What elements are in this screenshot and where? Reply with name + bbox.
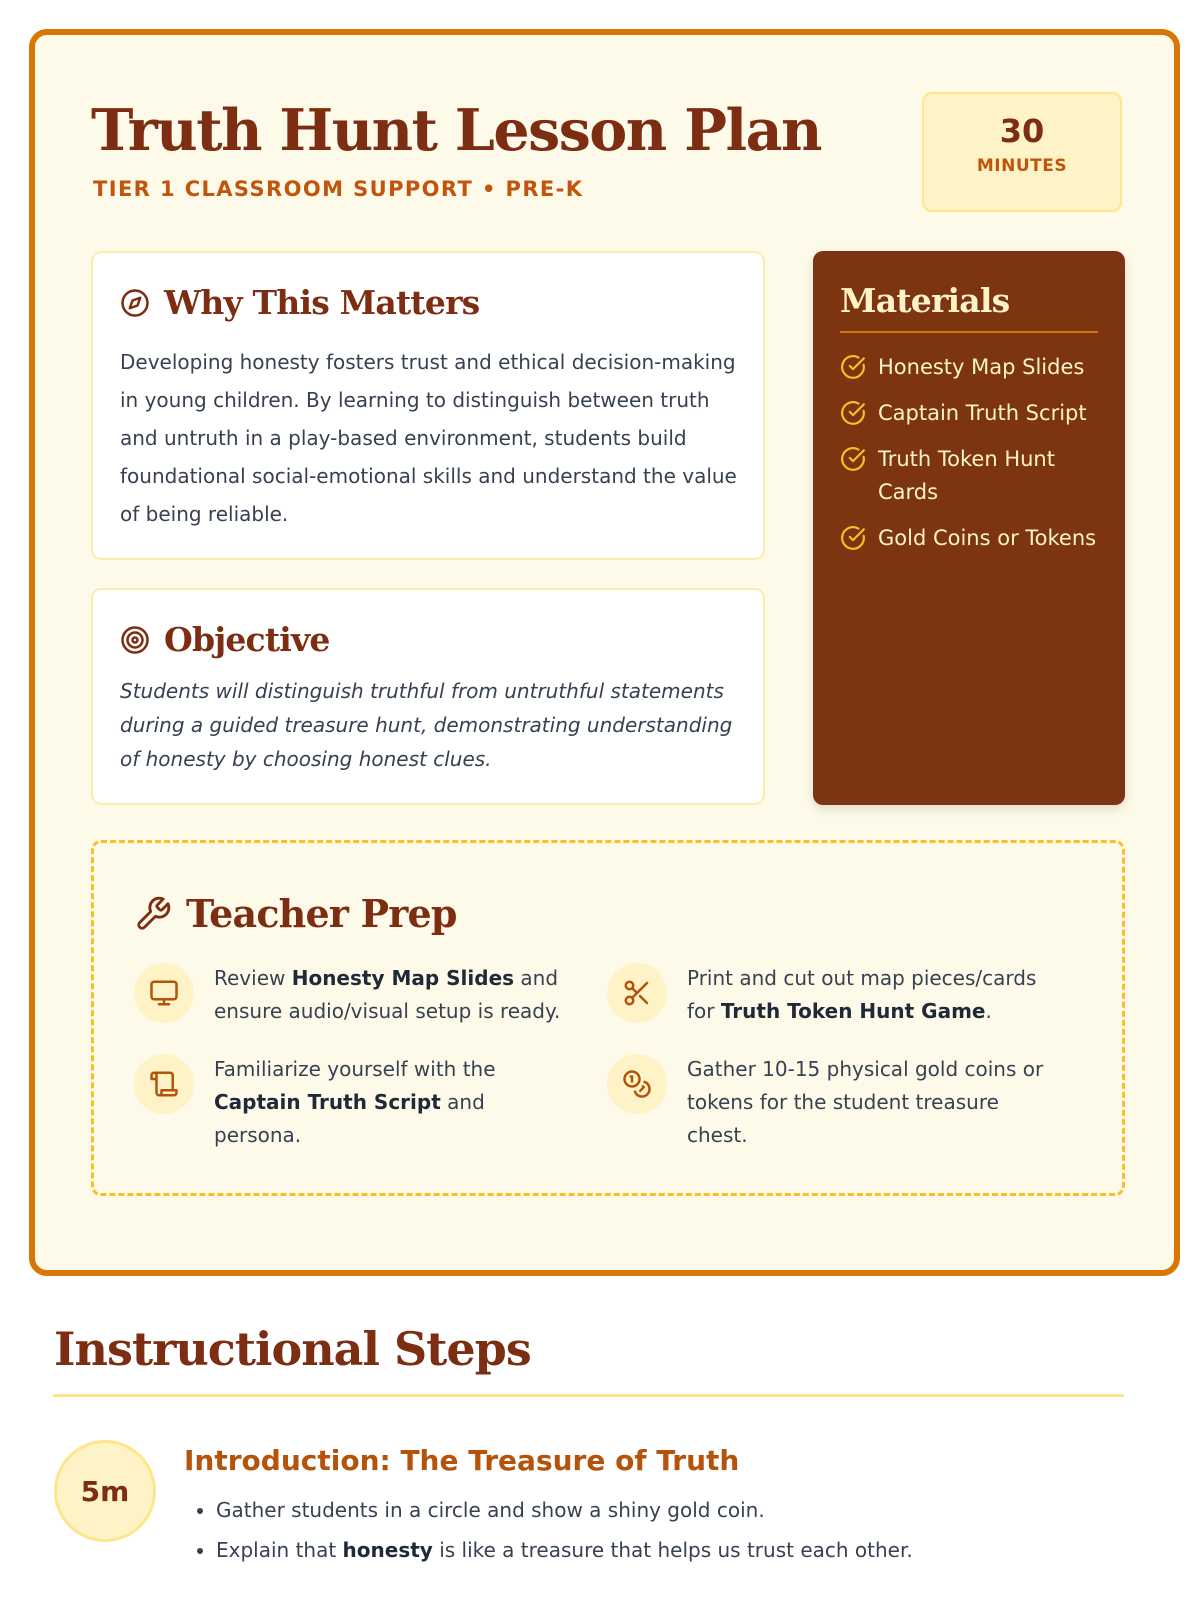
materials-list — [840, 351, 1110, 568]
check-circle-icon — [840, 354, 866, 380]
monitor-icon — [149, 978, 179, 1008]
why-text: Developing honesty fosters trust and ethical decision-making in young children. By learning to distinguish between truth and untruth in a play-based environment, students build foundational social-emotional skills and understand the value of being reliable. — [120, 350, 737, 526]
page-subtitle: TIER 1 CLASSROOM SUPPORT • PRE-K — [93, 177, 584, 201]
check-circle-icon — [840, 525, 866, 551]
duration-value: 30 — [999, 112, 1045, 150]
materials-item-label: Gold Coins or Tokens — [878, 526, 1097, 550]
materials-item — [840, 443, 1110, 509]
teacher-prep-title: Teacher Prep — [186, 891, 457, 936]
prep-item — [607, 962, 1047, 1028]
materials-item — [840, 397, 1110, 430]
lesson-plan-card — [29, 29, 1180, 1276]
step-title: Introduction: The Treasure of Truth — [184, 1444, 740, 1477]
scroll-icon — [149, 1069, 179, 1099]
prep-item — [134, 962, 574, 1028]
duration-unit: MINUTES — [976, 156, 1068, 176]
instructional-steps-title: Instructional Steps — [54, 1322, 531, 1376]
wrench-icon — [134, 895, 172, 933]
materials-item-label: Captain Truth Script — [878, 401, 1087, 425]
objective-title: Objective — [164, 620, 330, 659]
materials-item-label: Honesty Map Slides — [878, 355, 1085, 379]
prep-item-text: Print and cut out map pieces/cards for Truth Token Hunt Game. — [687, 966, 1037, 1023]
prep-item-text: Familiarize yourself with the Captain Truth Script and persona. — [214, 1057, 496, 1147]
check-circle-icon — [840, 446, 866, 472]
why-title: Why This Matters — [164, 283, 480, 322]
step-bullet-list — [216, 1490, 1156, 1570]
prep-item — [134, 1053, 574, 1152]
materials-divider — [840, 331, 1098, 333]
prep-item-text: Review Honesty Map Slides and ensure audio/visual setup is ready. — [214, 966, 561, 1023]
coins-icon — [622, 1069, 652, 1099]
compass-icon — [120, 288, 150, 318]
teacher-prep-section — [91, 840, 1125, 1196]
duration-badge — [922, 92, 1122, 212]
materials-title: Materials — [840, 281, 1010, 320]
page-title: Truth Hunt Lesson Plan — [91, 97, 821, 164]
materials-panel — [813, 251, 1125, 805]
prep-item — [607, 1053, 1047, 1152]
step-bullet: • Gather students in a circle and show a shiny gold coin. — [216, 1490, 1156, 1530]
step-bullet: • Explain that honesty is like a treasure that helps us trust each other. — [216, 1530, 1156, 1570]
check-circle-icon — [840, 400, 866, 426]
why-this-matters-section — [91, 251, 765, 560]
materials-item-label: Truth Token Hunt Cards — [878, 447, 1055, 504]
target-icon — [120, 625, 150, 655]
prep-item-text: Gather 10-15 physical gold coins or tokens for the student treasure chest. — [687, 1057, 1044, 1147]
objective-section — [91, 588, 765, 805]
materials-item — [840, 351, 1110, 384]
materials-item — [840, 522, 1110, 555]
objective-text: Students will distinguish truthful from untruthful statements during a guided treasure hunt, demonstrating understanding of honesty by choosing honest clues. — [120, 679, 733, 771]
scissors-icon — [622, 978, 652, 1008]
steps-divider — [53, 1394, 1124, 1397]
step-duration-badge: 5m — [54, 1440, 156, 1542]
